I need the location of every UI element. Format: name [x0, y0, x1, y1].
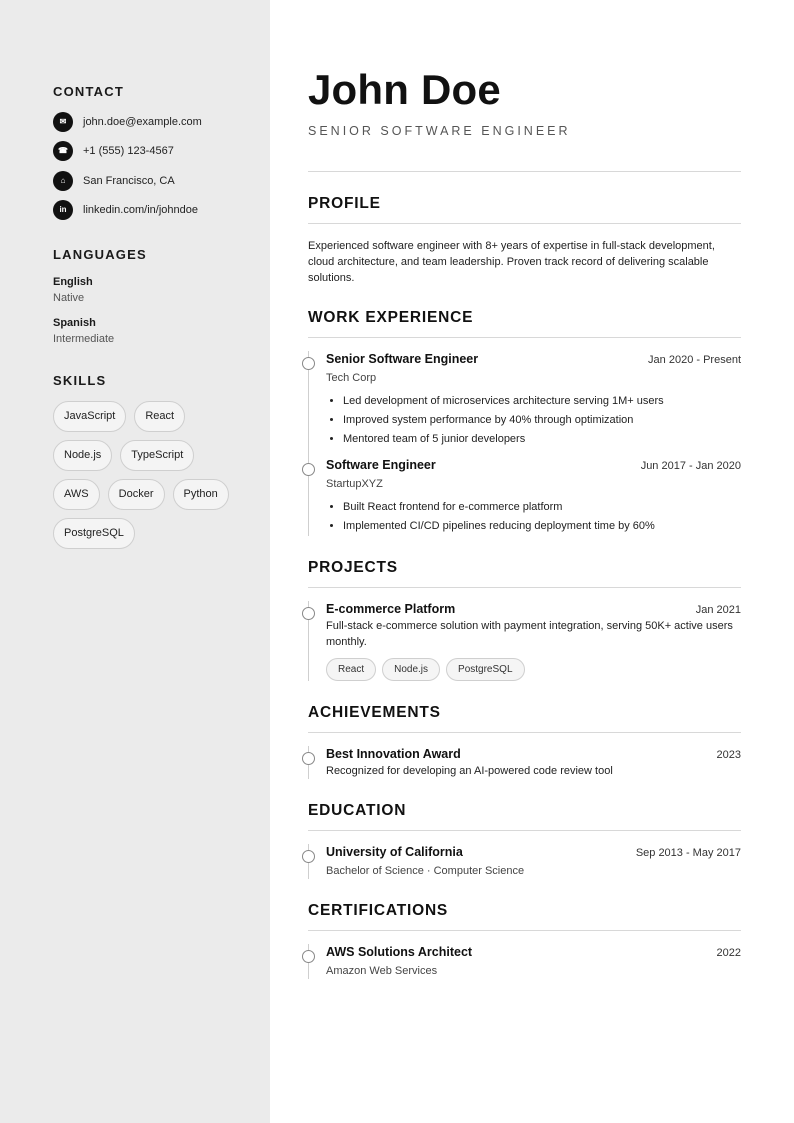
entry-date: Sep 2013 - May 2017: [635, 847, 741, 859]
company-name: Tech Corp: [326, 372, 377, 384]
education-entry: [326, 844, 741, 879]
home-icon: ⌂: [53, 171, 73, 191]
bullet-list: [326, 392, 741, 449]
skill-pill: React: [134, 401, 185, 432]
section-title: PROFILE: [308, 194, 741, 224]
entry-title: Best Innovation Award: [326, 747, 461, 761]
entry-title: Software Engineer: [326, 458, 436, 472]
timeline-dot: [302, 357, 315, 370]
entry-header: [326, 601, 741, 618]
school-name: University of California: [326, 845, 463, 859]
entry-header: [326, 457, 741, 474]
languages-heading: LANGUAGES: [53, 246, 147, 262]
header-divider: [308, 171, 741, 172]
location-text: San Francisco, CA: [83, 174, 175, 187]
achievements-section: [308, 703, 741, 779]
candidate-name: John Doe: [308, 66, 501, 113]
experience-entry: [326, 457, 741, 536]
skill-pill: AWS: [53, 479, 100, 510]
contact-email: [53, 112, 250, 132]
language-name: English: [53, 275, 93, 288]
section-title: EDUCATION: [308, 801, 741, 831]
certifications-timeline: [308, 944, 741, 979]
sidebar: [0, 0, 270, 1123]
section-title: PROJECTS: [308, 558, 741, 588]
achievements-timeline: [308, 746, 741, 779]
project-entry: [326, 601, 741, 681]
bullet-item: • Mentored team of 5 junior developers: [343, 430, 741, 449]
skill-pill: Python: [173, 479, 229, 510]
entry-title: AWS Solutions Architect: [326, 945, 473, 959]
bullet-list: [326, 498, 741, 536]
skill-pill: JavaScript: [53, 401, 126, 432]
education-timeline: [308, 844, 741, 879]
bullet-item: • Built React frontend for e-commerce platform: [343, 498, 741, 517]
entry-header: [326, 351, 741, 368]
email-text[interactable]: john.doe@example.com: [83, 116, 202, 128]
degree-text: Bachelor of Science · Computer Science: [326, 865, 525, 877]
entry-header: [326, 944, 741, 961]
certification-entry: [326, 944, 741, 979]
contact-location: [53, 171, 250, 191]
skill-pill: Docker: [108, 479, 165, 510]
tech-tag: Node.js: [382, 658, 440, 681]
entry-title: Senior Software Engineer: [326, 352, 479, 366]
skill-pill: Node.js: [53, 440, 112, 471]
experience-timeline: [308, 351, 741, 536]
linkedin-icon: in: [53, 200, 73, 220]
achievement-entry: [326, 746, 741, 779]
profile-section: [308, 194, 741, 286]
bullet-item: • Implemented CI/CD pipelines reducing deployment time by 60%: [343, 517, 741, 536]
profile-text: Experienced software engineer with 8+ years of expertise in full-stack development, cloud architecture, and team leadership. Proven track record of delivering scalable solutions.: [308, 240, 715, 284]
section-title: CERTIFICATIONS: [308, 901, 741, 931]
language-level: Intermediate: [53, 332, 115, 345]
entry-header: [326, 746, 741, 763]
contact-list: [53, 112, 250, 220]
skills-list: [53, 401, 248, 549]
entry-title: E-commerce Platform: [326, 602, 456, 616]
tech-tags: [326, 658, 741, 681]
contact-linkedin: [53, 200, 250, 220]
email-icon: ✉: [53, 112, 73, 132]
entry-header: [326, 844, 741, 861]
experience-entry: [326, 351, 741, 449]
issuer-text: Amazon Web Services: [326, 965, 438, 977]
linkedin-text[interactable]: linkedin.com/in/johndoe: [83, 203, 198, 216]
main-content: [270, 0, 794, 1123]
timeline-line: [308, 351, 309, 536]
contact-heading: CONTACT: [53, 84, 124, 99]
section-title: WORK EXPERIENCE: [308, 308, 741, 338]
tech-tag: PostgreSQL: [446, 658, 524, 681]
entry-date: Jun 2017 - Jan 2020: [640, 460, 741, 472]
timeline-dot: [302, 752, 315, 765]
entry-date: Jan 2021: [695, 604, 741, 616]
language-name: Spanish: [53, 316, 96, 329]
projects-section: [308, 558, 741, 681]
skill-pill: TypeScript: [120, 440, 194, 471]
timeline-dot: [302, 607, 315, 620]
bullet-item: • Led development of microservices architecture serving 1M+ users: [343, 392, 741, 411]
language-level: Native: [53, 291, 85, 304]
bullet-item: • Improved system performance by 40% through optimization: [343, 411, 741, 430]
timeline-dot: [302, 463, 315, 476]
job-title: SENIOR SOFTWARE ENGINEER: [308, 124, 571, 138]
timeline-dot: [302, 950, 315, 963]
achievement-description: Recognized for developing an AI-powered code review tool: [326, 765, 613, 777]
certifications-section: [308, 901, 741, 979]
language-item: [53, 275, 250, 306]
experience-section: [308, 308, 741, 536]
timeline-dot: [302, 850, 315, 863]
projects-timeline: [308, 601, 741, 681]
project-description: Full-stack e-commerce solution with payment integration, serving 50K+ active users monthly.: [326, 620, 733, 648]
tech-tag: React: [326, 658, 376, 681]
contact-phone: [53, 141, 250, 161]
skill-pill: PostgreSQL: [53, 518, 135, 549]
languages-section: [53, 247, 250, 347]
company-name: StartupXYZ: [326, 478, 383, 490]
entry-date: Jan 2020 - Present: [648, 354, 741, 366]
education-section: [308, 801, 741, 879]
entry-date: 2023: [716, 749, 741, 761]
phone-icon: ☎: [53, 141, 73, 161]
phone-text[interactable]: +1 (555) 123-4567: [83, 145, 174, 158]
section-title: ACHIEVEMENTS: [308, 703, 741, 733]
skills-heading: SKILLS: [53, 372, 107, 388]
language-item: [53, 316, 250, 347]
entry-date: 2022: [716, 947, 741, 959]
